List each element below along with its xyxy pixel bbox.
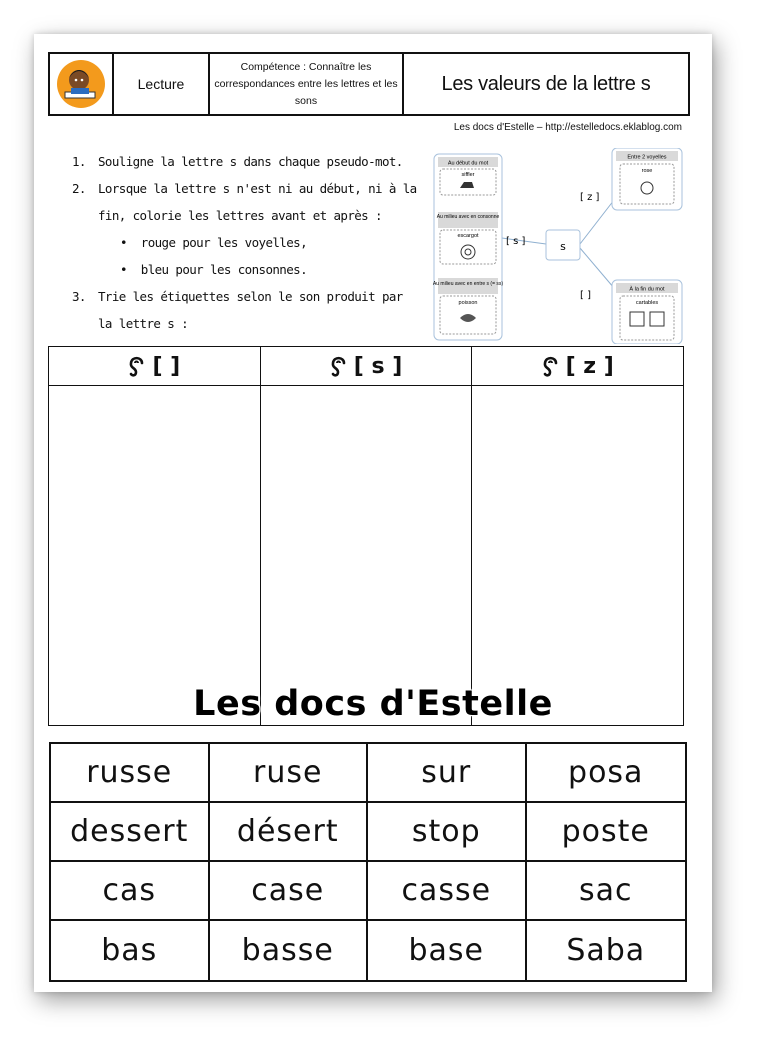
column-header: [ z ] xyxy=(472,347,683,386)
word-label[interactable]: russe xyxy=(51,744,210,803)
word-label[interactable]: stop xyxy=(368,803,527,862)
ear-icon xyxy=(542,354,560,378)
ear-icon xyxy=(330,354,348,378)
diagram-box-title: Au début du mot xyxy=(447,160,489,167)
diagram-box-title: Au milieu avec en consonne xyxy=(436,214,500,220)
word-label[interactable]: Saba xyxy=(566,933,646,968)
instruction-number: 3. xyxy=(72,289,86,304)
word-label[interactable]: basse xyxy=(210,921,369,980)
sound-s-label: [ s ] xyxy=(506,236,526,247)
reading-child-icon xyxy=(55,58,107,110)
diagram-box-word: rose xyxy=(641,168,653,174)
word-label[interactable]: poste xyxy=(527,803,686,862)
word-label[interactable]: casse xyxy=(368,862,527,921)
diagram-box-word: escargot xyxy=(457,233,479,239)
word-label[interactable]: case xyxy=(210,862,369,921)
instruction-text: Souligne la lettre s dans chaque pseudo-mot. xyxy=(98,154,403,169)
instruction-2 xyxy=(72,175,434,202)
instruction-bullet: • rouge pour les voyelles, xyxy=(120,235,307,250)
sorting-table xyxy=(48,346,684,726)
column-header: [ s ] xyxy=(261,347,472,386)
word-label[interactable]: posa xyxy=(527,744,686,803)
diagram-box-title: Entre 2 voyelles xyxy=(627,154,667,161)
word-labels-grid xyxy=(49,742,687,982)
instruction-number: 2. xyxy=(72,181,86,196)
diagram-box-word: cartables xyxy=(635,300,659,306)
worksheet-header xyxy=(48,52,690,116)
sort-dropzone[interactable] xyxy=(261,386,472,725)
word-label[interactable]: base xyxy=(368,921,527,980)
word-label[interactable]: bas xyxy=(51,921,210,980)
page-title: Les valeurs de la lettre s xyxy=(441,72,651,95)
watermark: Les docs d'Estelle xyxy=(193,684,553,724)
ear-icon xyxy=(128,354,146,378)
diagram-box-word: siffler xyxy=(461,172,475,178)
sound-silent-label: [ ] xyxy=(580,290,591,301)
subject-label: Lecture xyxy=(114,54,210,114)
diagram-box-word: poisson xyxy=(458,300,478,306)
word-label[interactable]: désert xyxy=(210,803,369,862)
sort-column-s xyxy=(261,347,473,725)
word-label[interactable]: cas xyxy=(51,862,210,921)
instruction-3 xyxy=(72,283,434,310)
instruction-bullet: • bleu pour les consonnes. xyxy=(120,262,307,277)
instruction-text: Lorsque la lettre s n'est ni au début, ni à la xyxy=(98,181,417,196)
word-label[interactable]: sac xyxy=(527,862,686,921)
diagram-box-title: À la fin du mot xyxy=(629,286,665,293)
sort-dropzone[interactable] xyxy=(49,386,260,725)
worksheet-page xyxy=(34,34,712,992)
credit-line: Les docs d'Estelle – http://estelledocs.eklablog.com xyxy=(453,122,682,133)
sort-column-z xyxy=(472,347,683,725)
instruction-1 xyxy=(72,148,434,175)
center-letter: s xyxy=(560,240,566,253)
s-sound-diagram xyxy=(430,148,686,344)
word-label[interactable]: dessert xyxy=(51,803,210,862)
instruction-text: Trie les étiquettes selon le son produit par xyxy=(98,289,403,304)
word-label[interactable]: sur xyxy=(368,744,527,803)
instruction-continuation: fin, colorie les lettres avant et après : xyxy=(98,208,382,223)
sound-z-label: [ z ] xyxy=(580,192,600,203)
column-header: [ ] xyxy=(49,347,260,386)
sort-column-silent xyxy=(49,347,261,725)
word-label[interactable]: ruse xyxy=(210,744,369,803)
instruction-continuation: la lettre s : xyxy=(98,316,189,331)
instructions-list xyxy=(72,148,434,337)
sort-dropzone[interactable] xyxy=(472,386,683,725)
diagram-box-title: Au milieu avec en entre s (= ss) xyxy=(432,281,504,287)
skill-label: Compétence : Connaître les correspondances entre les lettres et les sons xyxy=(210,54,404,114)
avatar xyxy=(50,54,114,114)
instruction-number: 1. xyxy=(72,154,86,169)
